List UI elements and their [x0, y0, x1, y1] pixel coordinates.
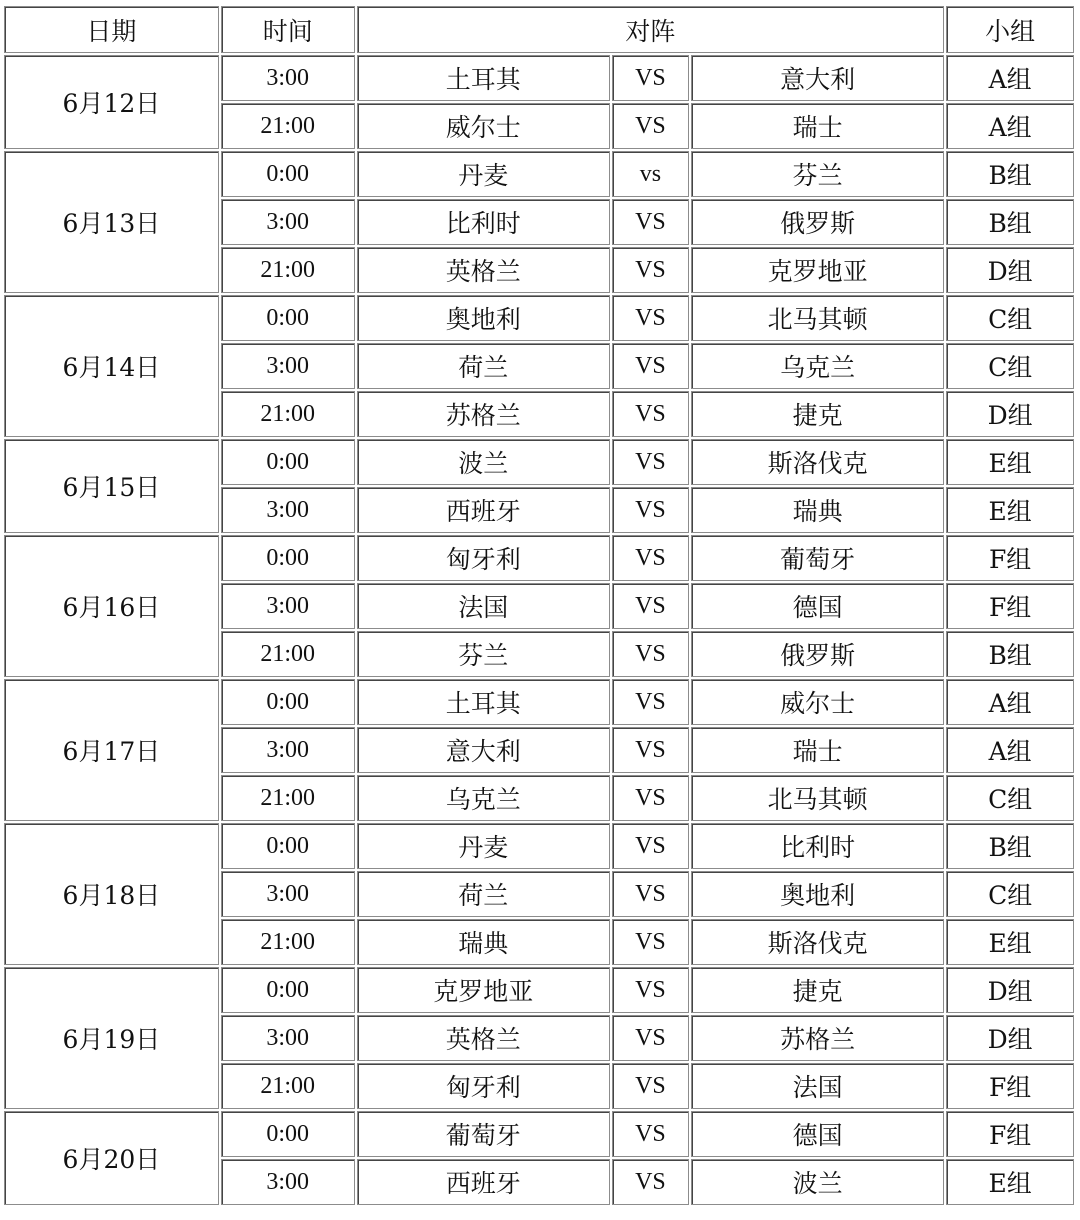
group-cell: E组	[946, 1159, 1074, 1205]
away-team-cell: 意大利	[691, 55, 944, 101]
time-cell: 21:00	[221, 631, 355, 677]
vs-cell: VS	[612, 679, 689, 725]
header-date: 日期	[4, 6, 219, 53]
home-team-cell: 意大利	[357, 727, 610, 773]
vs-cell: VS	[612, 871, 689, 917]
vs-cell: VS	[612, 727, 689, 773]
home-team-cell: 荷兰	[357, 871, 610, 917]
group-cell: B组	[946, 823, 1074, 869]
home-team-cell: 芬兰	[357, 631, 610, 677]
vs-cell: VS	[612, 775, 689, 821]
away-team-cell: 德国	[691, 1111, 944, 1157]
group-cell: F组	[946, 583, 1074, 629]
vs-cell: VS	[612, 967, 689, 1013]
vs-cell: VS	[612, 247, 689, 293]
date-cell: 6月13日	[4, 151, 219, 293]
table-row	[4, 535, 1074, 581]
group-cell: D组	[946, 391, 1074, 437]
time-cell: 21:00	[221, 103, 355, 149]
table-row	[4, 823, 1074, 869]
home-team-cell: 英格兰	[357, 1015, 610, 1061]
time-cell: 3:00	[221, 871, 355, 917]
away-team-cell: 北马其顿	[691, 775, 944, 821]
away-team-cell: 芬兰	[691, 151, 944, 197]
time-cell: 3:00	[221, 199, 355, 245]
date-cell: 6月20日	[4, 1111, 219, 1205]
away-team-cell: 俄罗斯	[691, 631, 944, 677]
date-cell: 6月12日	[4, 55, 219, 149]
time-cell: 0:00	[221, 439, 355, 485]
home-team-cell: 土耳其	[357, 679, 610, 725]
time-cell: 0:00	[221, 967, 355, 1013]
table-row	[4, 295, 1074, 341]
table-row	[4, 679, 1074, 725]
date-cell: 6月14日	[4, 295, 219, 437]
home-team-cell: 苏格兰	[357, 391, 610, 437]
home-team-cell: 丹麦	[357, 823, 610, 869]
date-cell: 6月16日	[4, 535, 219, 677]
away-team-cell: 比利时	[691, 823, 944, 869]
time-cell: 21:00	[221, 919, 355, 965]
group-cell: C组	[946, 295, 1074, 341]
header-time: 时间	[221, 6, 355, 53]
away-team-cell: 德国	[691, 583, 944, 629]
group-cell: C组	[946, 775, 1074, 821]
away-team-cell: 俄罗斯	[691, 199, 944, 245]
time-cell: 21:00	[221, 1063, 355, 1109]
time-cell: 0:00	[221, 679, 355, 725]
table-row	[4, 55, 1074, 101]
time-cell: 0:00	[221, 1111, 355, 1157]
schedule-body	[4, 55, 1074, 1205]
time-cell: 3:00	[221, 55, 355, 101]
date-cell: 6月19日	[4, 967, 219, 1109]
date-cell: 6月18日	[4, 823, 219, 965]
group-cell: B组	[946, 151, 1074, 197]
table-row	[4, 151, 1074, 197]
vs-cell: VS	[612, 1111, 689, 1157]
away-team-cell: 波兰	[691, 1159, 944, 1205]
group-cell: C组	[946, 343, 1074, 389]
home-team-cell: 奥地利	[357, 295, 610, 341]
away-team-cell: 葡萄牙	[691, 535, 944, 581]
home-team-cell: 匈牙利	[357, 535, 610, 581]
away-team-cell: 斯洛伐克	[691, 439, 944, 485]
away-team-cell: 瑞士	[691, 103, 944, 149]
group-cell: C组	[946, 871, 1074, 917]
home-team-cell: 克罗地亚	[357, 967, 610, 1013]
vs-cell: VS	[612, 103, 689, 149]
home-team-cell: 西班牙	[357, 1159, 610, 1205]
group-cell: D组	[946, 967, 1074, 1013]
away-team-cell: 乌克兰	[691, 343, 944, 389]
schedule-sheet	[2, 4, 1076, 1207]
home-team-cell: 英格兰	[357, 247, 610, 293]
vs-cell: VS	[612, 1063, 689, 1109]
header-group: 小组	[946, 6, 1074, 53]
group-cell: E组	[946, 919, 1074, 965]
home-team-cell: 瑞典	[357, 919, 610, 965]
home-team-cell: 乌克兰	[357, 775, 610, 821]
group-cell: B组	[946, 631, 1074, 677]
away-team-cell: 瑞典	[691, 487, 944, 533]
away-team-cell: 捷克	[691, 967, 944, 1013]
time-cell: 21:00	[221, 775, 355, 821]
group-cell: A组	[946, 103, 1074, 149]
vs-cell: vs	[612, 151, 689, 197]
time-cell: 3:00	[221, 583, 355, 629]
time-cell: 0:00	[221, 151, 355, 197]
time-cell: 21:00	[221, 391, 355, 437]
away-team-cell: 奥地利	[691, 871, 944, 917]
group-cell: A组	[946, 55, 1074, 101]
group-cell: D组	[946, 1015, 1074, 1061]
group-cell: E组	[946, 439, 1074, 485]
home-team-cell: 土耳其	[357, 55, 610, 101]
vs-cell: VS	[612, 583, 689, 629]
time-cell: 3:00	[221, 487, 355, 533]
group-cell: D组	[946, 247, 1074, 293]
vs-cell: VS	[612, 295, 689, 341]
vs-cell: VS	[612, 391, 689, 437]
group-cell: F组	[946, 1063, 1074, 1109]
away-team-cell: 法国	[691, 1063, 944, 1109]
group-cell: B组	[946, 199, 1074, 245]
time-cell: 3:00	[221, 1159, 355, 1205]
away-team-cell: 斯洛伐克	[691, 919, 944, 965]
group-cell: F组	[946, 535, 1074, 581]
time-cell: 0:00	[221, 535, 355, 581]
away-team-cell: 北马其顿	[691, 295, 944, 341]
match-schedule-table	[2, 4, 1076, 1207]
table-row	[4, 1111, 1074, 1157]
away-team-cell: 捷克	[691, 391, 944, 437]
home-team-cell: 法国	[357, 583, 610, 629]
vs-cell: VS	[612, 535, 689, 581]
home-team-cell: 葡萄牙	[357, 1111, 610, 1157]
home-team-cell: 威尔士	[357, 103, 610, 149]
date-cell: 6月17日	[4, 679, 219, 821]
vs-cell: VS	[612, 199, 689, 245]
header-matchup: 对阵	[357, 6, 945, 53]
time-cell: 21:00	[221, 247, 355, 293]
time-cell: 0:00	[221, 823, 355, 869]
vs-cell: VS	[612, 919, 689, 965]
home-team-cell: 荷兰	[357, 343, 610, 389]
vs-cell: VS	[612, 631, 689, 677]
vs-cell: VS	[612, 823, 689, 869]
home-team-cell: 丹麦	[357, 151, 610, 197]
vs-cell: VS	[612, 1015, 689, 1061]
vs-cell: VS	[612, 55, 689, 101]
table-row	[4, 439, 1074, 485]
group-cell: A组	[946, 727, 1074, 773]
date-cell: 6月15日	[4, 439, 219, 533]
vs-cell: VS	[612, 487, 689, 533]
home-team-cell: 匈牙利	[357, 1063, 610, 1109]
vs-cell: VS	[612, 439, 689, 485]
group-cell: A组	[946, 679, 1074, 725]
time-cell: 0:00	[221, 295, 355, 341]
away-team-cell: 瑞士	[691, 727, 944, 773]
home-team-cell: 比利时	[357, 199, 610, 245]
away-team-cell: 威尔士	[691, 679, 944, 725]
header-row	[4, 6, 1074, 53]
group-cell: E组	[946, 487, 1074, 533]
time-cell: 3:00	[221, 727, 355, 773]
away-team-cell: 克罗地亚	[691, 247, 944, 293]
vs-cell: VS	[612, 343, 689, 389]
vs-cell: VS	[612, 1159, 689, 1205]
group-cell: F组	[946, 1111, 1074, 1157]
home-team-cell: 波兰	[357, 439, 610, 485]
home-team-cell: 西班牙	[357, 487, 610, 533]
time-cell: 3:00	[221, 343, 355, 389]
time-cell: 3:00	[221, 1015, 355, 1061]
away-team-cell: 苏格兰	[691, 1015, 944, 1061]
table-row	[4, 967, 1074, 1013]
